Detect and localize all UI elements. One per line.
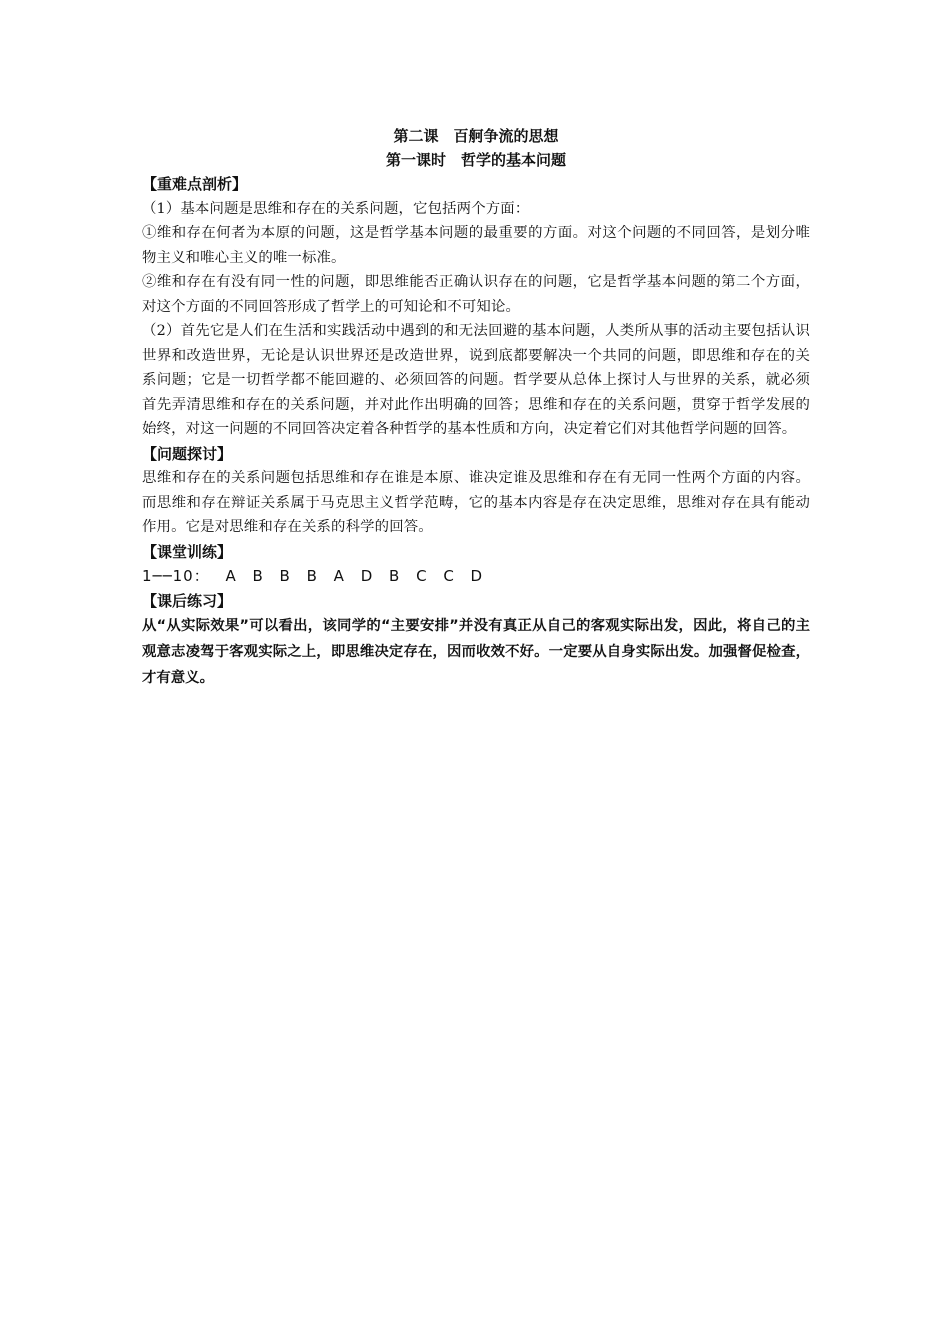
class-training-answers: 1──10： A B B B A D B C C D: [142, 567, 484, 585]
key-points-paragraph-1: （1）基本问题是思维和存在的关系问题，它包括两个方面：: [142, 200, 530, 217]
section-heading-discussion: 【问题探讨】: [142, 444, 233, 463]
section-heading-homework: 【课后练习】: [142, 591, 233, 610]
key-points-paragraph-4: （2）首先它是人们在生活和实践活动中遇到的和无法回避的基本问题，人类所从事的活动主要包括认识世界和改造世界，无论是认识世界还是改造世界，说到底都要解决一个共同的问题，即思维和存在的关系问题；它是一切哲学都不能回避的、必须回答的问题。哲学要从总体上探讨人与世界的关系，就必须首先弄清思维和存在的关系问题，并对此作出明确的回答；思维和存在的关系问题，贯穿于哲学发展的始终，对这一问题的不同回答决定着各种哲学的基本性质和方向，决定着它们对其他哲学问题的回答。: [142, 323, 810, 437]
section-heading-class-training: 【课堂训练】: [142, 542, 233, 561]
key-points-paragraph-3: ②维和存在有没有同一性的问题，即思维能否正确认识存在的问题，它是哲学基本问题的第二个方面，对这个方面的不同回答形成了哲学上的可知论和不可知论。: [142, 274, 810, 315]
lesson-subtitle: 第一课时 哲学的基本问题: [385, 151, 566, 169]
key-points-paragraph-2: ①维和存在何者为本原的问题，这是哲学基本问题的最重要的方面。对这个问题的不同回答，是划分唯物主义和唯心主义的唯一标准。: [142, 225, 810, 266]
discussion-paragraph: 思维和存在的关系问题包括思维和存在谁是本原、谁决定谁及思维和存在有无同一性两个方面的内容。而思维和存在辩证关系属于马克思主义哲学范畴，它的基本内容是存在决定思维，思维对存在具有能动作用。它是对思维和存在关系的科学的回答。: [142, 470, 810, 535]
document-page: [142, 124, 810, 691]
homework-paragraph: 从“从实际效果”可以看出，该同学的“主要安排”并没有真正从自己的客观实际出发，因此，将自己的主观意志凌驾于客观实际之上，即思维决定存在，因而收效不好。一定要从自身实际出发。加强督促检查，才有意义。: [142, 618, 810, 686]
lesson-title: 第二课 百舸争流的思想: [393, 127, 559, 145]
section-heading-key-points: 【重难点剖析】: [142, 175, 248, 193]
